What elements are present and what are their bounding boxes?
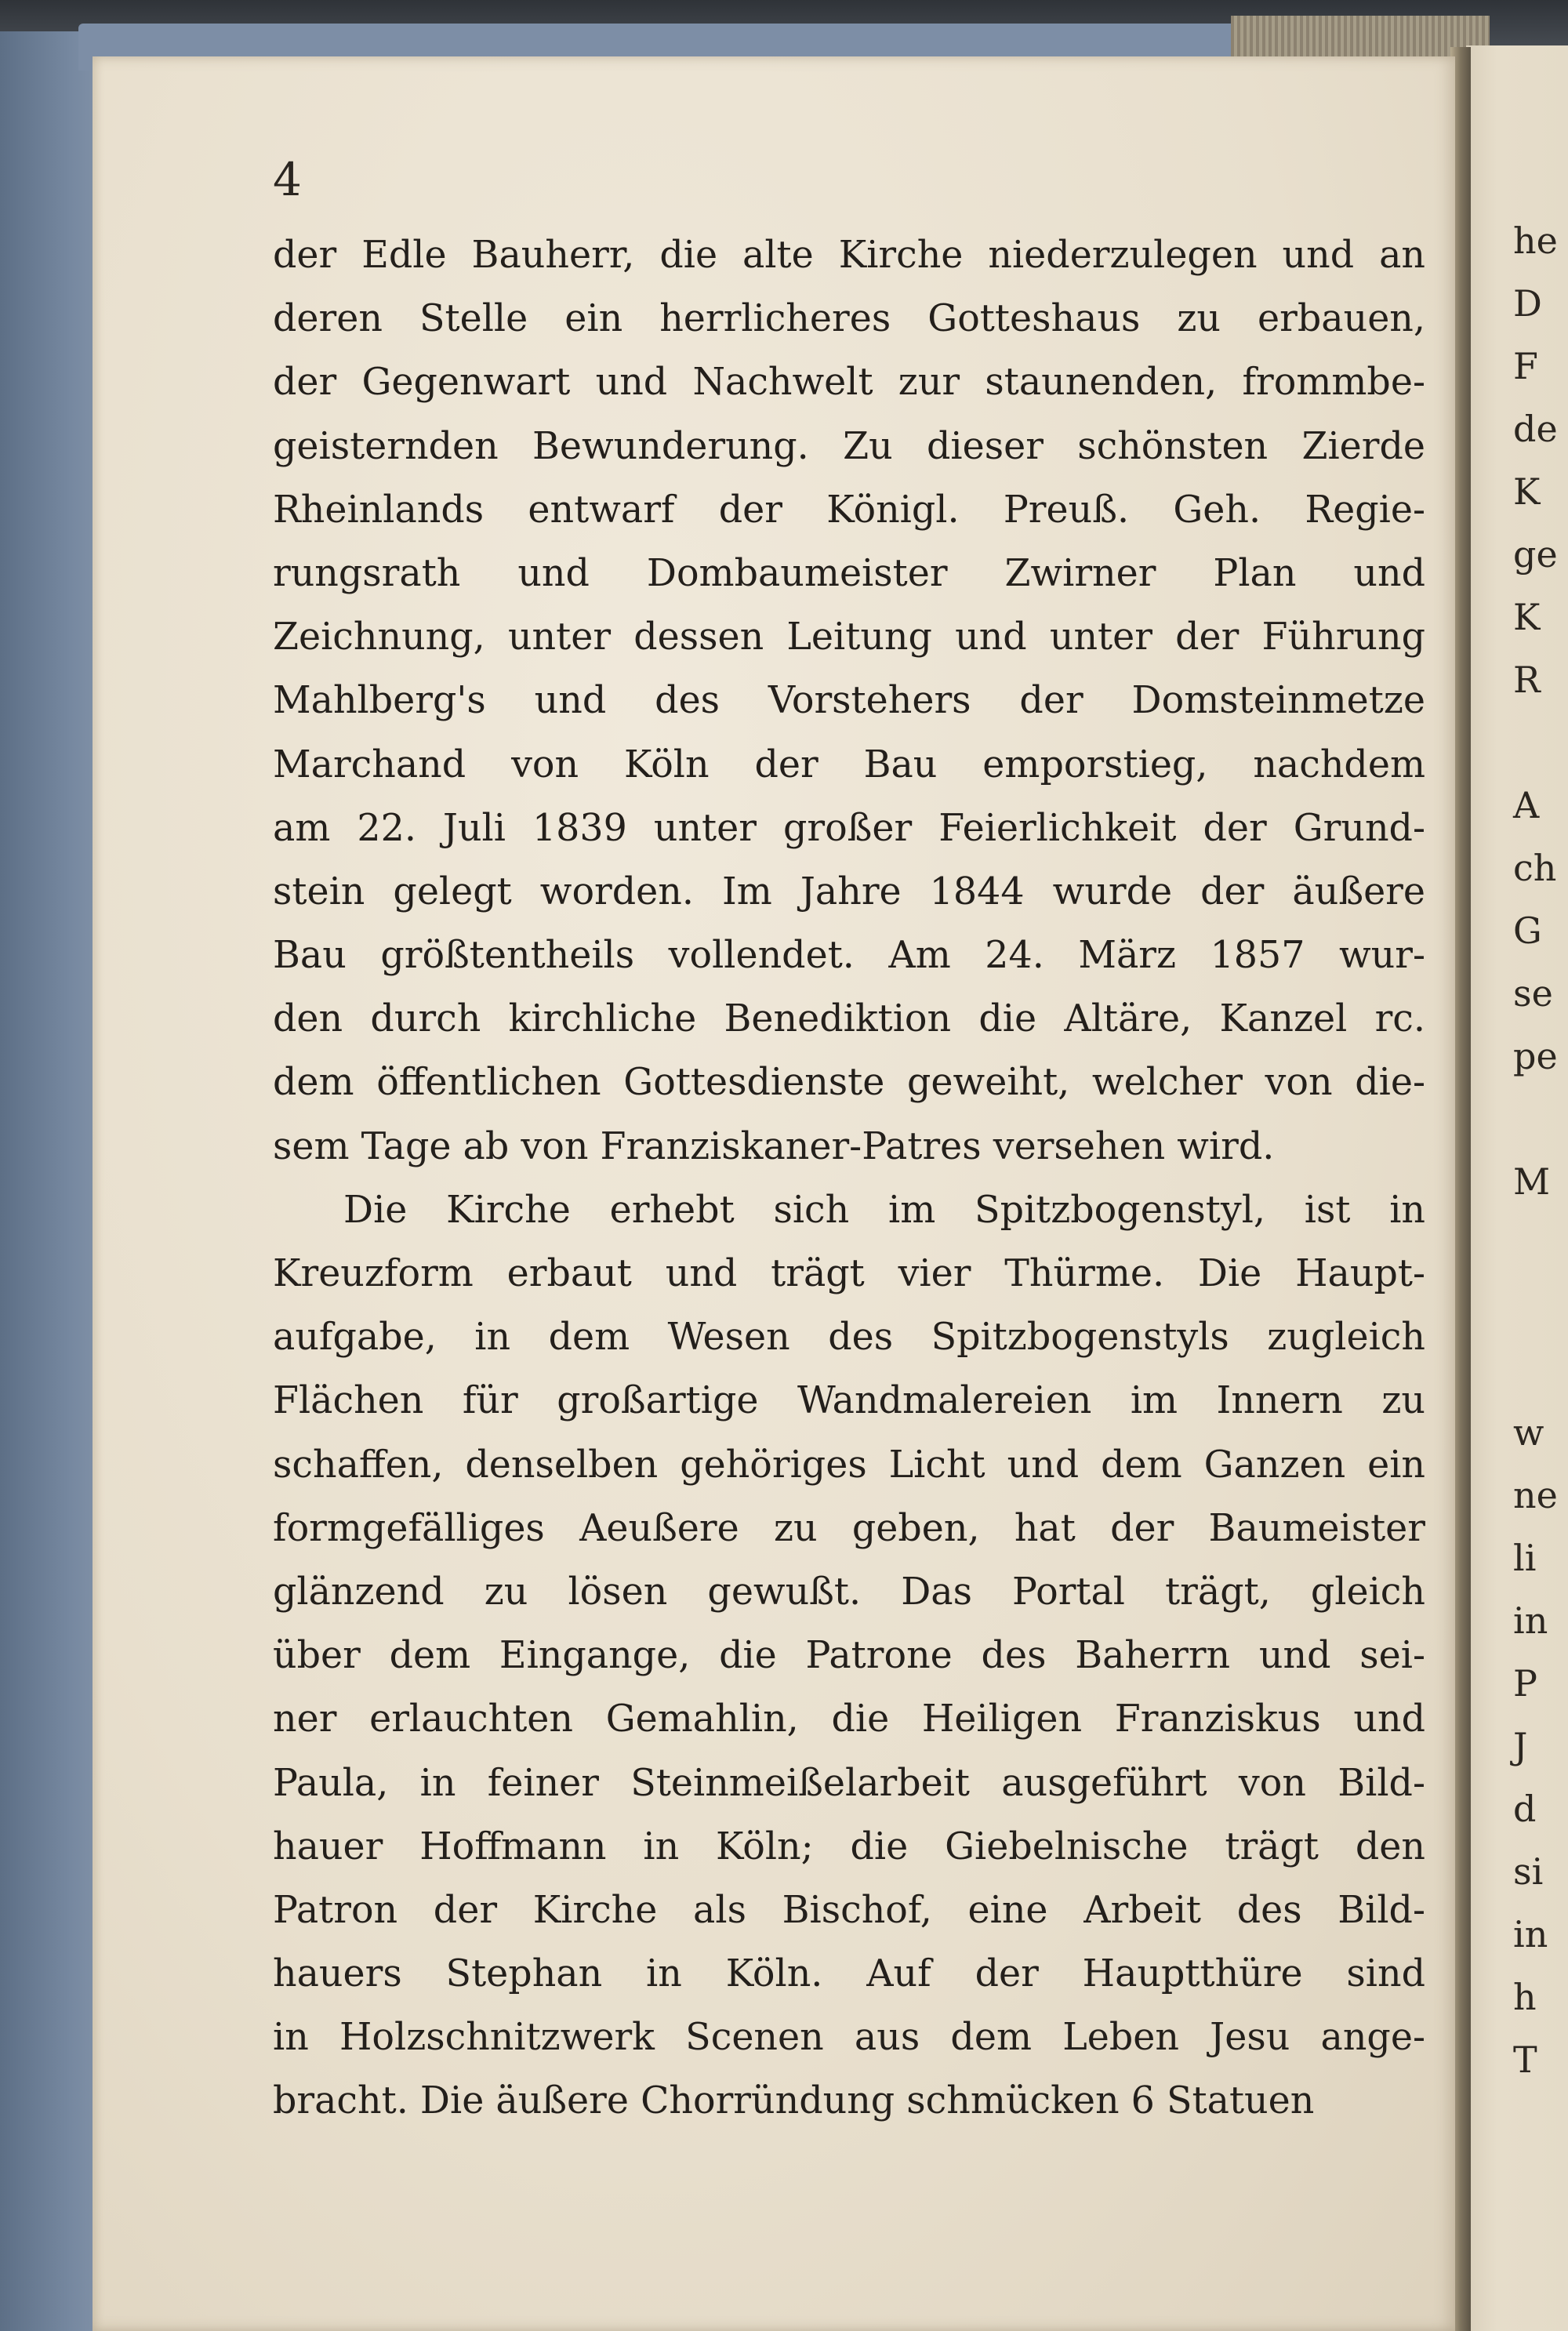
- text-line: Die Kirche erhebt sich im Spitzbogenstyl, ist in: [343, 1188, 1425, 1232]
- text-line: Kreuzform erbaut und trägt vier Thürme. Die Haupt-: [273, 1252, 1425, 1295]
- facing-fragment: in: [1513, 1599, 1548, 1642]
- facing-fragment: ne: [1513, 1474, 1558, 1516]
- facing-fragment: w: [1513, 1411, 1544, 1454]
- text-line: Rheinlands entwarf der Königl. Preuß. Geh. Regie-: [273, 488, 1425, 532]
- facing-fragment: A: [1513, 784, 1540, 826]
- facing-fragment: de: [1513, 408, 1558, 450]
- text-line: Bau größtentheils vollendet. Am 24. März 1857 wur-: [273, 934, 1425, 978]
- text-line: glänzend zu lösen gewußt. Das Portal trägt, gleich: [273, 1570, 1425, 1614]
- text-line: Marchand von Köln der Bau emporstieg, nachdem: [273, 743, 1425, 786]
- facing-fragment: M: [1513, 1160, 1551, 1203]
- text-line: Mahlberg's und des Vorstehers der Domsteinmetze: [273, 679, 1425, 723]
- text-line: den durch kirchliche Benediktion die Altäre, Kanzel rc.: [273, 997, 1425, 1041]
- text-line: in Holzschnitzwerk Scenen aus dem Leben Jesu ange-: [273, 2016, 1425, 2060]
- text-line: Paula, in feiner Steinmeißelarbeit ausgeführt von Bild-: [273, 1761, 1425, 1805]
- text-line: der Gegenwart und Nachwelt zur staunenden, frommbe-: [273, 361, 1425, 405]
- text-line: am 22. Juli 1839 unter großer Feierlichkeit der Grund-: [273, 806, 1425, 850]
- text-line: deren Stelle ein herrlicheres Gotteshaus zu erbauen,: [273, 297, 1425, 341]
- text-line: hauer Hoffmann in Köln; die Giebelnische trägt den: [273, 1824, 1425, 1868]
- text-line: stein gelegt worden. Im Jahre 1844 wurde der äußere: [273, 870, 1425, 913]
- text-line: über dem Eingange, die Patrone des Baherrn und sei-: [273, 1634, 1425, 1678]
- facing-fragment: d: [1513, 1788, 1537, 1830]
- facing-fragment: T: [1513, 2039, 1537, 2081]
- text-line: rungsrath und Dombaumeister Zwirner Plan und: [273, 551, 1425, 595]
- text-line: ner erlauchten Gemahlin, die Heiligen Franziskus und: [273, 1697, 1425, 1741]
- facing-fragment: P: [1513, 1662, 1537, 1705]
- facing-fragment: K: [1513, 470, 1541, 513]
- text-line: der Edle Bauherr, die alte Kirche niederzulegen und an: [273, 234, 1425, 277]
- facing-fragment: si: [1513, 1850, 1544, 1893]
- text-line: sem Tage ab von Franziskaner-Patres versehen wird.: [273, 1124, 1275, 1168]
- page-number: 4: [273, 153, 302, 206]
- text-line: bracht. Die äußere Chorründung schmücken 6 Statuen: [273, 2079, 1315, 2123]
- facing-fragment: D: [1513, 282, 1542, 325]
- facing-fragment: F: [1513, 345, 1538, 387]
- facing-fragment: in: [1513, 1913, 1548, 1955]
- facing-fragment: J: [1513, 1725, 1528, 1767]
- page-text: [273, 223, 1425, 2133]
- facing-fragment: pe: [1513, 1035, 1558, 1077]
- facing-fragment: ch: [1513, 847, 1557, 889]
- facing-fragment: R: [1513, 659, 1541, 701]
- text-line: formgefälliges Aeußere zu geben, hat der Baumeister: [273, 1506, 1425, 1550]
- facing-fragment: G: [1513, 910, 1542, 952]
- text-line: aufgabe, in dem Wesen des Spitzbogenstyls zugleich: [273, 1316, 1425, 1360]
- text-line: Zeichnung, unter dessen Leitung und unter der Führung: [273, 615, 1425, 659]
- text-line: Patron der Kirche als Bischof, eine Arbeit des Bild-: [273, 1888, 1425, 1932]
- text-line: hauers Stephan in Köln. Auf der Hauptthüre sind: [273, 1952, 1425, 1996]
- facing-fragment: li: [1513, 1537, 1537, 1579]
- text-line: dem öffentlichen Gottesdienste geweiht, welcher von die-: [273, 1061, 1425, 1105]
- facing-fragment: ge: [1513, 533, 1558, 575]
- facing-fragment: K: [1513, 596, 1541, 638]
- text-line: Flächen für großartige Wandmalereien im Innern zu: [273, 1379, 1425, 1423]
- facing-fragment: he: [1513, 220, 1558, 262]
- text-line: geisternden Bewunderung. Zu dieser schönsten Zierde: [273, 424, 1425, 468]
- facing-fragment: h: [1513, 1976, 1537, 2018]
- text-line: schaffen, denselben gehöriges Licht und dem Ganzen ein: [273, 1443, 1425, 1487]
- facing-fragment: se: [1513, 972, 1553, 1015]
